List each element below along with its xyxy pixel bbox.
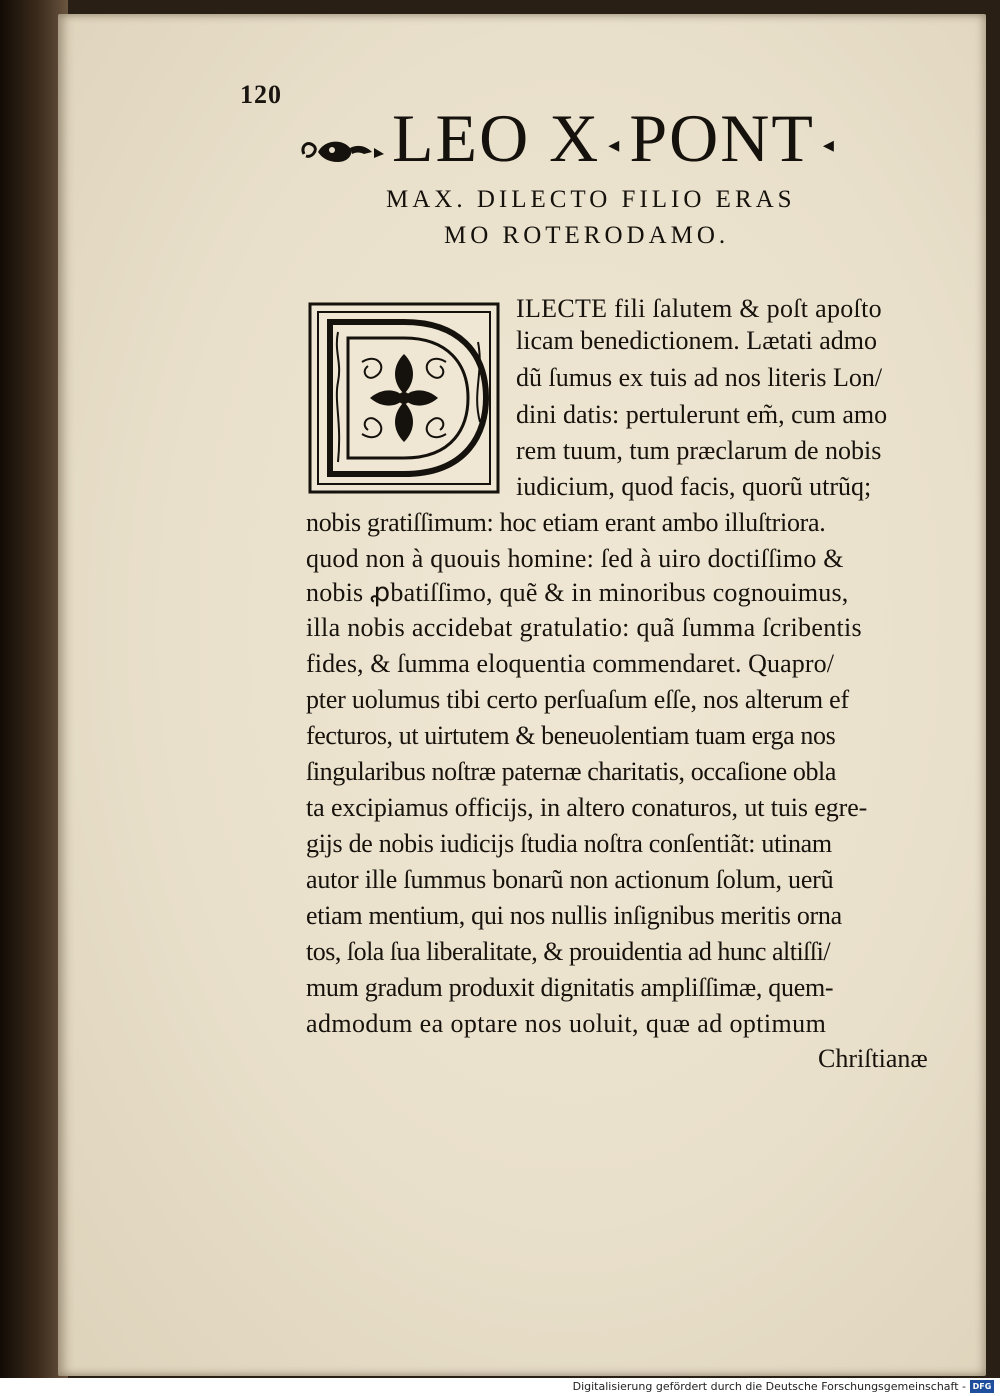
- text-line: tos, ſola ſua liberalitate, & prouidentia ad hunc altiſſi/: [306, 937, 831, 966]
- text-line: fecturos, ut uirtutem & beneuolentiam tuam erga nos: [306, 721, 836, 750]
- text-line: nobis ꝓbatiſſimo, quẽ & in minoribus cognouimus,: [306, 578, 849, 607]
- footer-bar: [0, 1378, 1000, 1396]
- heading-title-part-b: PONT: [629, 100, 815, 176]
- catchword: Chriſtianæ: [818, 1044, 928, 1073]
- text-line: mum gradum produxit dignitatis ampliſſimæ, quem-: [306, 973, 834, 1002]
- text-line: dini datis: pertulerunt em̃, cum amo: [516, 400, 888, 429]
- text-line: illa nobis accidebat gratulatio: quã ſumma ſcribentis: [306, 613, 862, 642]
- heading-title-part-a: LEO X: [392, 100, 601, 176]
- triangle-mark-icon: ◂: [608, 132, 622, 158]
- page-number: 120: [240, 80, 282, 109]
- dfg-logo-icon: DFG: [970, 1380, 994, 1393]
- text-line: ta excipiamus officijs, in altero conaturos, ut tuis egre-: [306, 793, 868, 822]
- footer-credit: Digitalisierung gefördert durch die Deutsche Forschungsgemeinschaft -: [572, 1380, 966, 1393]
- text-line: gijs de nobis iudicijs ſtudia noſtra conſentiãt: utinam: [306, 829, 832, 858]
- heading-subtitle-line2: MO ROTERODAMO.: [444, 222, 730, 249]
- text-line: ILECTE fili ſalutem & poſt apoſto: [516, 294, 882, 323]
- triangle-mark-icon: ◂: [822, 132, 836, 158]
- text-line: dũ ſumus ex tuis ad nos literis Lon/: [516, 363, 883, 392]
- text-line: licam benedictionem. Lætati admo: [516, 326, 878, 355]
- text-line: quod non à quouis homine: ſed à uiro doctiſſimo &: [306, 544, 844, 573]
- text-line: rem tuum, tum præclarum de nobis: [516, 436, 882, 465]
- text-line: iudicium, quod facis, quorũ utrũq;: [516, 472, 872, 501]
- text-line: nobis gratiſſimum: hoc etiam erant ambo illuſtriora.: [306, 508, 826, 537]
- text-line: ſingularibus noſtræ paternæ charitatis, occaſione obla: [306, 757, 837, 786]
- text-line: etiam mentium, qui nos nullis inſignibus meritis orna: [306, 901, 842, 930]
- text-line: admodum ea optare nos uoluit, quæ ad optimum: [306, 1009, 827, 1038]
- heading-subtitle-line1: MAX. DILECTO FILIO ERAS: [386, 186, 796, 213]
- text-line: pter uolumus tibi certo perſuaſum eſſe, nos alterum ef: [306, 685, 849, 714]
- text-line: fides, & ſumma eloquentia commendaret. Quapro/: [306, 649, 835, 678]
- text-line: autor ille ſummus bonarũ non actionum ſolum, uerũ: [306, 865, 834, 894]
